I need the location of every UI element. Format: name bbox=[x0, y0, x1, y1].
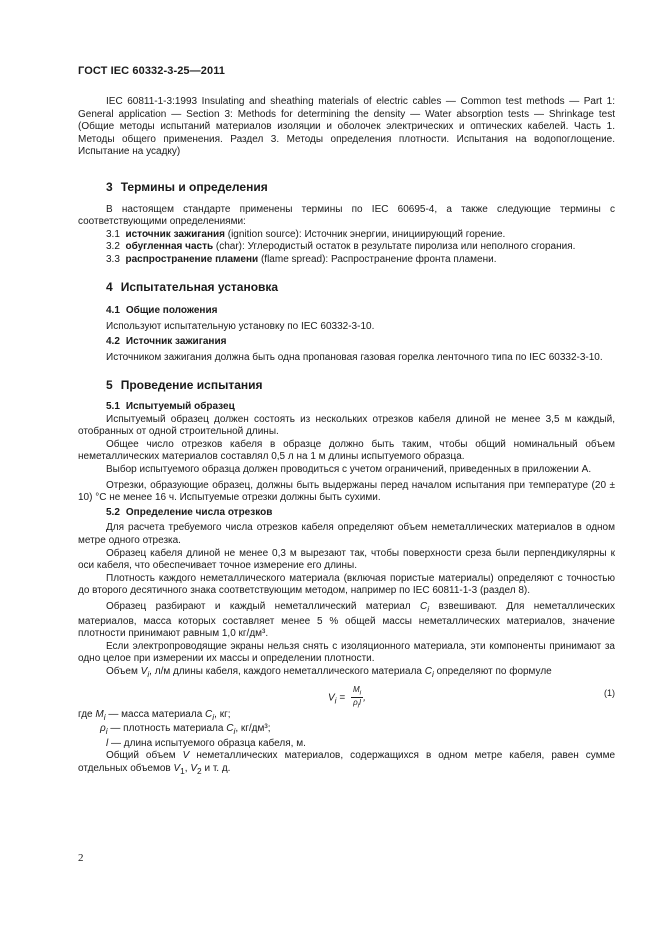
where-line-3: l — длина испытуемого образца кабеля, м. bbox=[106, 737, 306, 749]
subsection-5-2-heading: 5.2 Определение числа отрезков bbox=[106, 506, 273, 518]
subsection-4-2-heading: 4.2 Источник зажигания bbox=[106, 336, 227, 348]
paragraph-5-2-d: Образец разбирают и каждый неметаллический материал $C_i$ взвешивают. Для неметаллических материалов, масса которых составляет менее 5 % общей массы неметаллических материалов, значение плотности принимают равным 1,0 кг/дм³. bbox=[78, 601, 615, 640]
section-3-intro: В настоящем стандарте применены термины по IEC 60695-4, а также следующие термины с соответствующими определениями: bbox=[78, 203, 615, 228]
subsection-4-1-heading: 4.1 Общие положения bbox=[106, 305, 218, 317]
section-3-heading: 3 Термины и определения bbox=[106, 179, 268, 194]
document-header: ГОСТ IEC 60332-3-25—2011 bbox=[78, 65, 226, 77]
formula-expression: $V_i$ = $\frac{M_i}{\rho_il}$ , bbox=[328, 684, 366, 710]
subsection-5-1-heading: 5.1 Испытуемый образец bbox=[106, 401, 235, 413]
subsection-4-1-text: Используют испытательную установку по IEC 60332-3-10. bbox=[106, 320, 375, 332]
reference-paragraph: IEC 60811-1-3:1993 Insulating and sheathing materials of electric cables — Common test methods — Part 1: General application — Section 3: Methods for determining the density — Water absorption tests — Shrinkage test (Общие методы испытаний материалов изоляции и оболочек электрических и оптических кабелей. Часть 1. Методы общего применения. Раздел 3. Методы определения плотности. Испытания на водопоглощение. Испытание на усадку) bbox=[78, 96, 615, 158]
section-4-heading: 4 Испытательная установка bbox=[106, 279, 279, 294]
paragraph-5-1-c: Выбор испытуемого образца должен проводиться с учетом ограничений, приведенных в приложении А. bbox=[106, 464, 592, 476]
paragraph-5-2-f: Объем $V_i$, л/м длины кабеля, каждого неметаллического материала $C_i$ определяют по формуле bbox=[106, 665, 552, 679]
page-body bbox=[78, 96, 615, 778]
where-line-2: $\rho_i$ — плотность материала $C_i$, кг/дм³; bbox=[100, 723, 271, 737]
page-number: 2 bbox=[78, 852, 84, 864]
paragraph-5-2-e: Если электропроводящие экраны нельзя снять с изоляционного материала, эти компоненты принимают за одно целое при измерении их массы и определении плотности. bbox=[78, 640, 615, 665]
paragraph-5-2-c: Плотность каждого неметаллического материала (включая пористые материалы) определяют с точностью до второго десятичного знака соответствующим методом, например по IEC 60811-1-3 (раздел 8). bbox=[78, 572, 615, 597]
term-3-2: 3.2 обугленная часть (char): Углеродистый остаток в результате пиролиза или неполного сгорания. bbox=[106, 241, 576, 253]
formula-number: (1) bbox=[604, 687, 615, 698]
formula-1 bbox=[78, 681, 615, 709]
term-3-1: 3.1 источник зажигания (ignition source): Источник энергии, инициирующий горение. bbox=[106, 228, 506, 240]
section-5-heading: 5 Проведение испытания bbox=[106, 377, 263, 392]
term-3-3: 3.3 распространение пламени (flame spread): Распространение фронта пламени. bbox=[106, 253, 497, 265]
paragraph-5-1-b: Общее число отрезков кабеля в образце должно быть таким, чтобы общий номинальный объем неметаллических материалов составлял 0,5 л на 1 м длины испытуемого образца. bbox=[78, 438, 615, 463]
paragraph-5-2-b: Образец кабеля длиной не менее 0,3 м вырезают так, чтобы поверхности среза были перпендикулярны к оси кабеля, что обеспечивает точное измерение его длины. bbox=[78, 547, 615, 572]
paragraph-5-1-a: Испытуемый образец должен состоять из нескольких отрезков кабеля длиной не менее 3,5 м каждый, отобранных от одной строительной длины. bbox=[78, 413, 615, 438]
paragraph-5-2-final: Общий объем V неметаллических материалов, содержащихся в одном метре кабеля, равен сумме отдельных объемов $V_1$, $V_2$ и т. д. bbox=[78, 750, 616, 776]
subsection-4-2-text: Источником зажигания должна быть одна пропановая газовая горелка ленточного типа по IEC 60332-3-10. bbox=[106, 351, 603, 363]
paragraph-5-2-a: Для расчета требуемого числа отрезков кабеля определяют объем неметаллических материалов в одном метре одного отрезка. bbox=[78, 522, 615, 547]
paragraph-5-1-d: Отрезки, образующие образец, должны быть выдержаны перед началом испытания при температуре (20 ± 10) °С не менее 16 ч. Испытуемые отрезки должны быть сухими. bbox=[78, 479, 615, 504]
where-line-1: где $M_i$ — масса материала $C_i$, кг; bbox=[78, 708, 231, 722]
